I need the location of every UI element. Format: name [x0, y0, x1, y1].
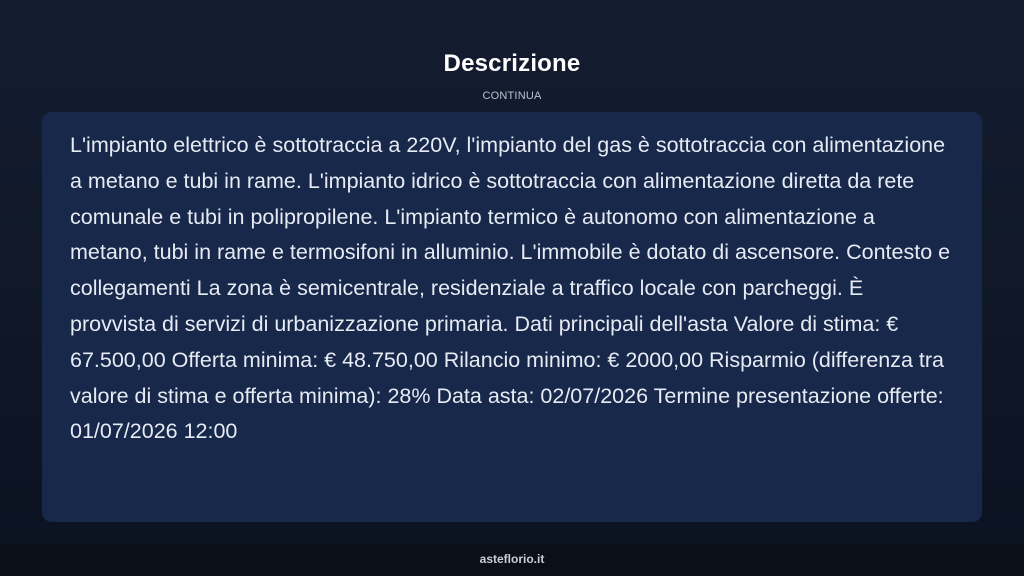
footer [0, 544, 1024, 576]
continue-link[interactable]: CONTINUA [482, 90, 542, 102]
page-title: Descrizione [443, 50, 581, 77]
footer-brand: asteflorio.it [479, 552, 545, 566]
description-text: L'impianto elettrico è sottotraccia a 220V, l'impianto del gas è sottotraccia con alimentazione a metano e tubi in rame. L'impianto idrico è sottotraccia con alimentazione diretta da rete comunale e tubi in polipropilene. L'impianto termico è autonomo con alimentazione a metano, tubi in rame e termosifoni in alluminio. L'immobile è dotato di ascensore. Contesto e collegamenti La zona è semicentrale, residenziale a traffico locale con parcheggi. È provvista di servizi di urbanizzazione primaria. Dati principali dell'asta Valore di stima: € 67.500,00 Offerta minima: € 48.750,00 Rilancio minimo: € 2000,00 Risparmio (differenza tra valore di stima e offerta minima): 28% Data asta: 02/07/2026 Termine presentazione offerte: 01/07/2026 12:00 [70, 133, 951, 444]
description-card [42, 112, 982, 522]
